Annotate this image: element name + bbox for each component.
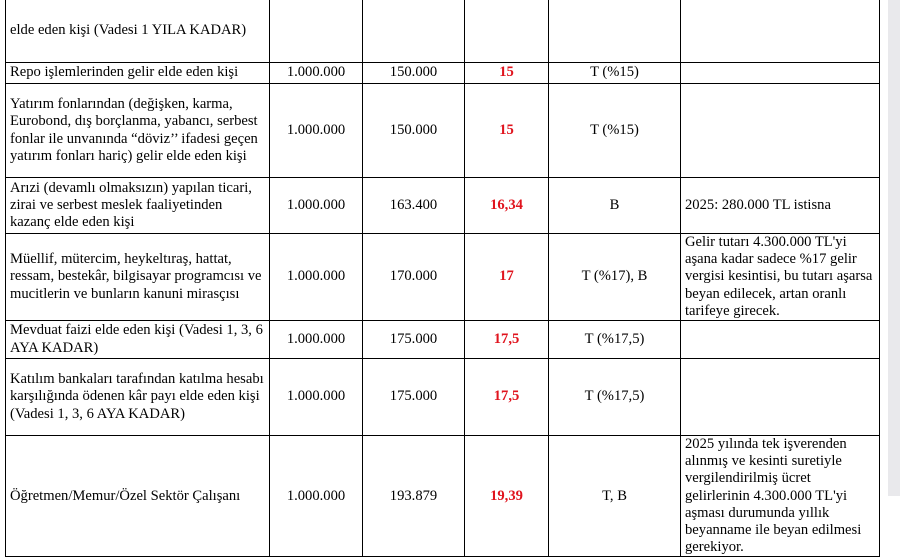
- row-tax: 193.879: [363, 436, 465, 557]
- row-note: [681, 84, 880, 178]
- row-description: Öğretmen/Memur/Özel Sektör Çalışanı: [6, 436, 270, 557]
- row-tax: 175.000: [363, 359, 465, 436]
- row-note: Gelir tutarı 4.300.000 TL'yi aşana kadar sadece %17 gelir vergisi kesintisi, bu tutarı aşarsa beyan edilecek, artan oranlı tarifeye girecek.: [681, 234, 880, 321]
- row-description: Arızi (devamlı olmaksızın) yapılan ticari, zirai ve serbest meslek faaliyetinden kazanç elde eden kişi: [6, 178, 270, 234]
- row-tax: 175.000: [363, 321, 465, 359]
- row-tax: 163.400: [363, 178, 465, 234]
- table-row: [6, 436, 880, 557]
- row-rate: 17: [465, 234, 549, 321]
- row-type: T, B: [549, 436, 681, 557]
- row-type: [549, 0, 681, 63]
- row-type: T (%17), B: [549, 234, 681, 321]
- row-rate: 15: [465, 63, 549, 84]
- row-rate: 17,5: [465, 359, 549, 436]
- row-note: 2025 yılında tek işverenden alınmış ve kesinti suretiyle vergilendirilmiş ücret gelirlerinin 4.300.000 TL'yi aşması durumunda yıllık beyanname ile beyan edilmesi gerekiyor.: [681, 436, 880, 557]
- table-row: [6, 178, 880, 234]
- row-amount: 1.000.000: [270, 178, 363, 234]
- row-rate: 17,5: [465, 321, 549, 359]
- table-row: [6, 63, 880, 84]
- row-amount: 1.000.000: [270, 359, 363, 436]
- row-rate: 19,39: [465, 436, 549, 557]
- row-amount: 1.000.000: [270, 84, 363, 178]
- row-type: B: [549, 178, 681, 234]
- row-tax: 150.000: [363, 84, 465, 178]
- row-note: [681, 321, 880, 359]
- row-description: elde eden kişi (Vadesi 1 YILA KADAR): [6, 0, 270, 63]
- row-type: T (%15): [549, 84, 681, 178]
- row-rate: 15: [465, 84, 549, 178]
- row-tax: 170.000: [363, 234, 465, 321]
- table-row: [6, 321, 880, 359]
- row-description: Repo işlemlerinden gelir elde eden kişi: [6, 63, 270, 84]
- table-row: [6, 84, 880, 178]
- row-amount: [270, 0, 363, 63]
- table-row: [6, 234, 880, 321]
- row-description: Müellif, mütercim, heykeltıraş, hattat, ressam, bestekâr, bilgisayar programcısı ve mucitlerin ve bunların kanuni mirasçısı: [6, 234, 270, 321]
- table-row: [6, 0, 880, 63]
- row-note: [681, 359, 880, 436]
- row-amount: 1.000.000: [270, 436, 363, 557]
- row-amount: 1.000.000: [270, 321, 363, 359]
- row-rate: 16,34: [465, 178, 549, 234]
- row-description: Yatırım fonlarından (değişken, karma, Eurobond, dış borçlanma, yabancı, serbest fonlar ile unvanında “döviz’’ ifadesi geçen yatırım fonları hariç) gelir elde eden kişi: [6, 84, 270, 178]
- page-edge: [888, 0, 900, 496]
- row-type: T (%17,5): [549, 359, 681, 436]
- table-row: [6, 359, 880, 436]
- row-rate: [465, 0, 549, 63]
- tax-rate-table: [5, 0, 880, 557]
- row-tax: 150.000: [363, 63, 465, 84]
- row-note: [681, 63, 880, 84]
- row-tax: [363, 0, 465, 63]
- row-type: T (%15): [549, 63, 681, 84]
- row-description: Mevduat faizi elde eden kişi (Vadesi 1, 3, 6 AYA KADAR): [6, 321, 270, 359]
- row-amount: 1.000.000: [270, 63, 363, 84]
- row-note: 2025: 280.000 TL istisna: [681, 178, 880, 234]
- row-type: T (%17,5): [549, 321, 681, 359]
- row-description: Katılım bankaları tarafından katılma hesabı karşılığında ödenen kâr payı elde eden kişi (Vadesi 1, 3, 6 AYA KADAR): [6, 359, 270, 436]
- row-note: [681, 0, 880, 63]
- row-amount: 1.000.000: [270, 234, 363, 321]
